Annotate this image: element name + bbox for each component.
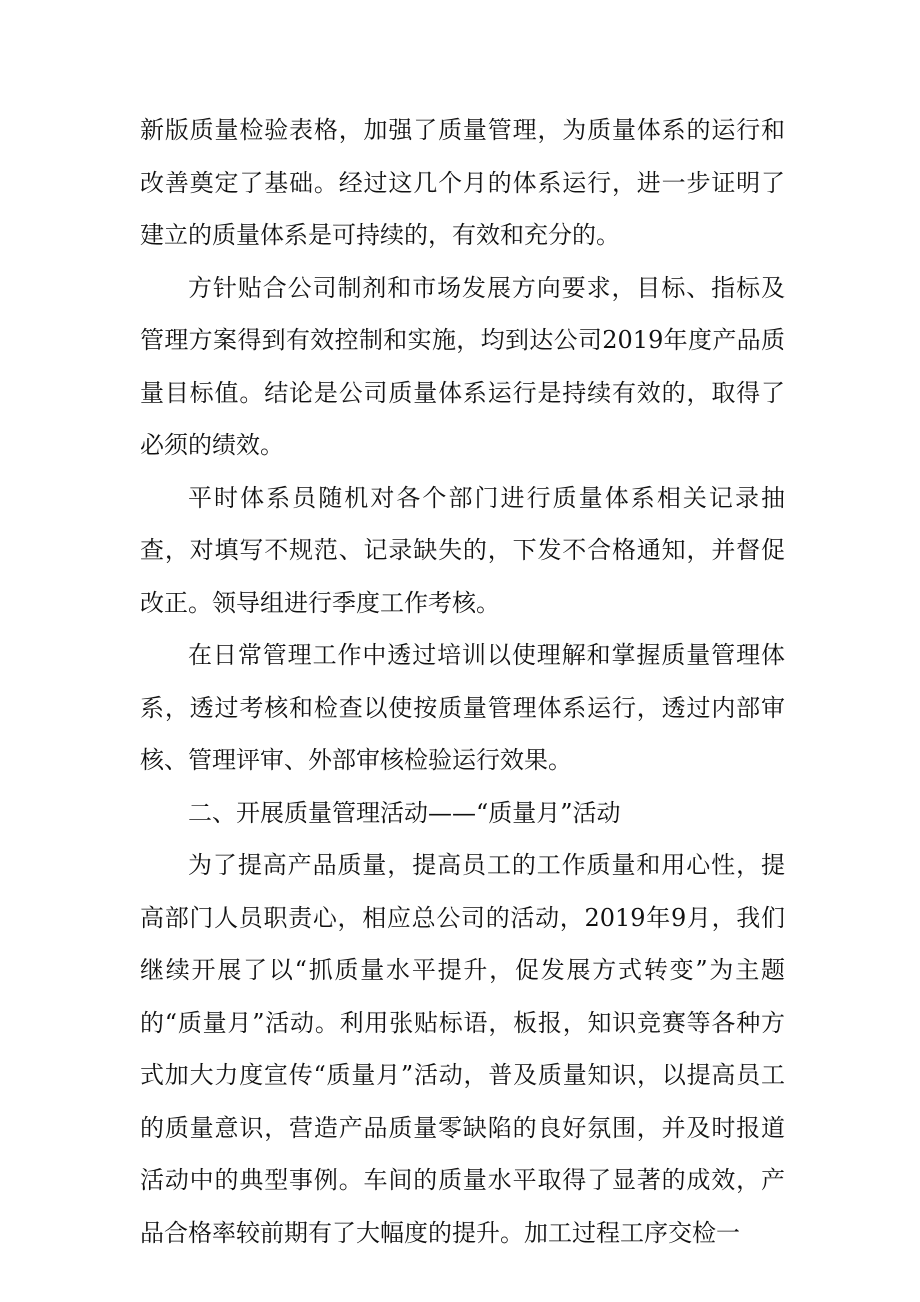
paragraph-inspection: 平时体系员随机对各个部门进行质量体系相关记录抽查，对填写不规范、记录缺失的，下发不合格通知，并督促改正。领导组进行季度工作考核。 [140, 483, 785, 617]
paragraph-quality-month: 为了提高产品质量，提高员工的工作质量和用心性，提高部门人员职责心，相应总公司的活动，2019年9月，我们继续开展了以“抓质量水平提升，促发展方式转变”为主题的“质量月”活动。利用张贴标语，板报，知识竞赛等各种方式加大力度宣传“质量月”活动，普及质量知识，以提高员工的质量意识，营造产品质量零缺陷的良好氛围，并及时报道活动中的典型事例。车间的质量水平取得了显著的成效，产品合格率较前期有了大幅度的提升。加工过程工序交检一 [140, 851, 785, 1247]
document-body [140, 104, 785, 1259]
paragraph-training: 在日常管理工作中透过培训以使理解和掌握质量管理体系，透过考核和检查以使按质量管理体系运行，透过内部审核、管理评审、外部审核检验运行效果。 [140, 641, 785, 774]
paragraph-policy: 方针贴合公司制剂和市场发展方向要求，目标、指标及管理方案得到有效控制和实施，均到达公司2019年度产品质量目标值。结论是公司质量体系运行是持续有效的，取得了必须的绩效。 [140, 273, 785, 459]
section-heading: 二、开展质量管理活动——“质量月”活动 [188, 798, 621, 827]
paragraph-continuation: 新版质量检验表格，加强了质量管理，为质量体系的运行和改善奠定了基础。经过这几个月的体系运行，进一步证明了建立的质量体系是可持续的，有效和充分的。 [140, 116, 785, 249]
